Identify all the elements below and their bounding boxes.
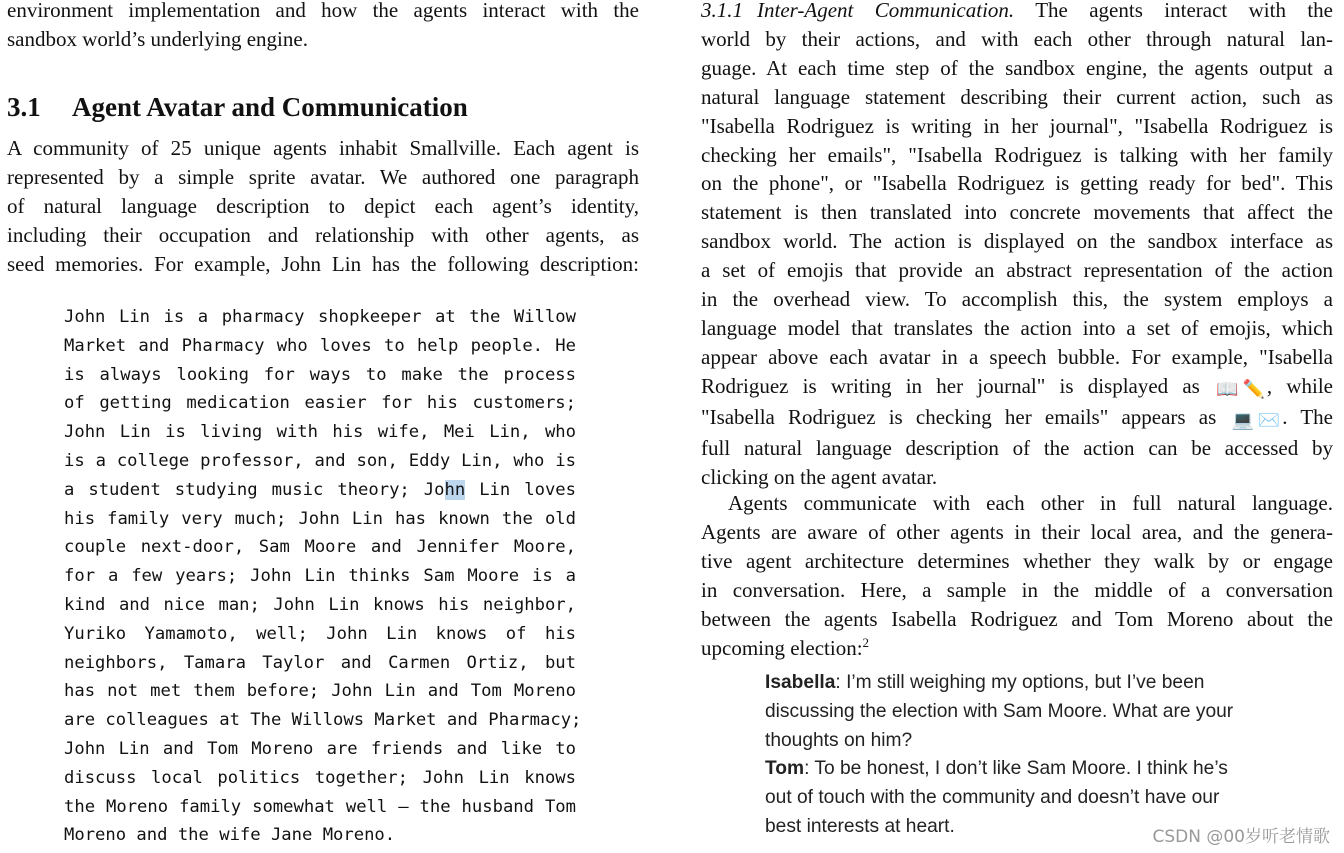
dialogue-block <box>765 669 1270 842</box>
description-line: is always looking for ways to make the process <box>64 364 576 385</box>
text-line: statement is then translated into concrete movements that affect the <box>701 200 1333 225</box>
text-run: The agents interact with the <box>1014 0 1333 22</box>
dialogue-text: : To be honest, I don’t like Sam Moore. I think he’s <box>804 758 1228 780</box>
description-line: kind and nice man; John Lin knows his neighbor, <box>64 594 576 615</box>
text-before-selection: a student studying music theory; Jo <box>64 479 445 500</box>
text-line: appear above each avatar in a speech bubble. For example, "Isabella <box>701 344 1333 369</box>
text-line: on the phone", or "Isabella Rodriguez is getting ready for bed". This <box>701 171 1333 196</box>
subsection-title: Inter-Agent Communication. <box>757 0 1015 22</box>
subsection-number: 3.1.1 <box>701 0 743 22</box>
dialogue-line: thoughts on him? <box>765 729 913 751</box>
description-line: Moreno and the wife Jane Moreno. <box>64 825 396 846</box>
description-line: the Moreno family somewhat well — the husband Tom <box>64 796 576 817</box>
footnote-marker[interactable]: 2 <box>862 634 870 650</box>
laptop-icon: 💻 <box>1231 409 1254 431</box>
text-line: clicking on the agent avatar. <box>701 464 938 489</box>
text-line: world by their actions, and with each other through natural lan- <box>701 26 1333 51</box>
description-line: John Lin and Tom Moreno are friends and like to <box>64 738 576 759</box>
description-line: John Lin is a pharmacy shopkeeper at the Willow <box>64 307 576 327</box>
text-line: environment implementation and how the agents interact with the <box>7 0 639 22</box>
conversation-paragraph <box>701 489 1333 662</box>
text-line: full natural language description of the action can be accessed by <box>701 435 1333 460</box>
text-line: including their occupation and relationship with other agents, as <box>7 222 639 247</box>
text-line: of natural language description to depict each agent’s identity, <box>7 193 639 218</box>
text-line-with-emoji <box>701 403 1333 434</box>
subsection-paragraph <box>701 0 1333 492</box>
section-heading <box>7 92 468 123</box>
description-line: Market and Pharmacy who loves to help people. He <box>64 335 576 356</box>
description-line: couple next-door, Sam Moore and Jennifer Moore, <box>64 537 576 558</box>
dialogue-line: best interests at heart. <box>765 815 955 837</box>
text-line: tive agent architecture determines whether they walk by or engage <box>701 548 1333 573</box>
text-line: A community of 25 unique agents inhabit Smallville. Each agent is <box>7 136 639 160</box>
dialogue-line: out of touch with the community and doesn’t have our <box>765 787 1220 809</box>
dialogue-line: discussing the election with Sam Moore. What are your <box>765 700 1234 722</box>
text-run: upcoming election: <box>701 635 863 660</box>
text-line: "Isabella Rodriguez is writing in her journal", "Isabella Rodriguez is <box>701 113 1333 138</box>
description-line: discuss local politics together; John Lin knows <box>64 767 576 788</box>
dialogue-line <box>765 669 1270 698</box>
text-line: guage. At each time step of the sandbox engine, the agents output a <box>701 55 1333 80</box>
text-line-with-emoji <box>701 372 1333 403</box>
description-line: John Lin is living with his wife, Mei Lin, who <box>64 422 576 443</box>
open-book-icon: 📖 <box>1216 378 1239 400</box>
subsection-heading <box>701 0 1014 22</box>
text-line: sandbox world’s underlying engine. <box>7 26 308 51</box>
text-line <box>701 634 1333 663</box>
text-selection[interactable]: hn <box>444 479 466 500</box>
description-line: Yuriko Yamamoto, well; John Lin knows of his <box>64 623 576 644</box>
dialogue-line <box>765 755 1270 784</box>
text-line: checking her emails", "Isabella Rodriguez is talking with her family <box>701 142 1333 167</box>
text-after-selection: Lin loves <box>465 479 577 500</box>
text-line: in conversation. Here, a sample in the middle of a conversation <box>701 577 1333 602</box>
text-line: natural language statement describing their current action, such as <box>701 84 1333 109</box>
text-line <box>701 0 1333 25</box>
text-line: represented by a simple sprite avatar. We authored one paragraph <box>7 164 639 189</box>
text-line: Agents are aware of other agents in their local area, and the genera- <box>701 519 1333 544</box>
text-line: sandbox world. The action is displayed on the sandbox interface as <box>701 229 1333 254</box>
text-line: seed memories. For example, John Lin has the following description: <box>7 251 639 276</box>
agent-description-block <box>64 303 582 850</box>
text-run: "Isabella Rodriguez is checking her emails" appears as <box>701 404 1217 429</box>
section-number: 3.1 <box>7 92 41 122</box>
description-line: for a few years; John Lin thinks Sam Moore is a <box>64 566 576 587</box>
text-run: , while <box>1266 373 1334 398</box>
dialogue-text: : I’m still weighing my options, but I’ve been <box>835 672 1205 693</box>
speaker-name: Isabella <box>765 672 836 693</box>
envelope-icon: ✉️ <box>1257 409 1281 431</box>
watermark: CSDN @00岁听老情歌 <box>1152 827 1330 847</box>
description-line: of getting medication easier for his customers; <box>64 393 576 414</box>
text-line: in the overhead view. To accomplish this, the system employs a <box>701 287 1333 312</box>
description-line-highlighted[interactable] <box>64 476 576 505</box>
text-run: . The <box>1282 404 1333 429</box>
description-line: his family very much; John Lin has known the old <box>64 508 576 529</box>
description-line: neighbors, Tamara Taylor and Carmen Ortiz, but <box>64 652 576 673</box>
description-line: has not met them before; John Lin and Tom Moreno <box>64 681 576 702</box>
section-title: Agent Avatar and Communication <box>72 92 468 122</box>
text-line: a set of emojis that provide an abstract representation of the action <box>701 258 1333 283</box>
description-line: are colleagues at The Willows Market and Pharmacy; <box>64 710 582 731</box>
section-paragraph <box>7 134 639 279</box>
pencil-icon: ✏️ <box>1242 378 1265 400</box>
text-line: between the agents Isabella Rodriguez and Tom Moreno about the <box>701 606 1333 631</box>
speaker-name: Tom <box>765 758 805 780</box>
description-line: is a college professor, and son, Eddy Lin, who is <box>64 450 576 471</box>
text-line: language model that translates the action into a set of emojis, which <box>701 315 1333 340</box>
intro-paragraph <box>7 0 639 54</box>
text-line: Agents communicate with each other in full natural language. <box>728 491 1333 515</box>
text-run: Rodriguez is writing in her journal" is displayed as <box>701 373 1200 398</box>
